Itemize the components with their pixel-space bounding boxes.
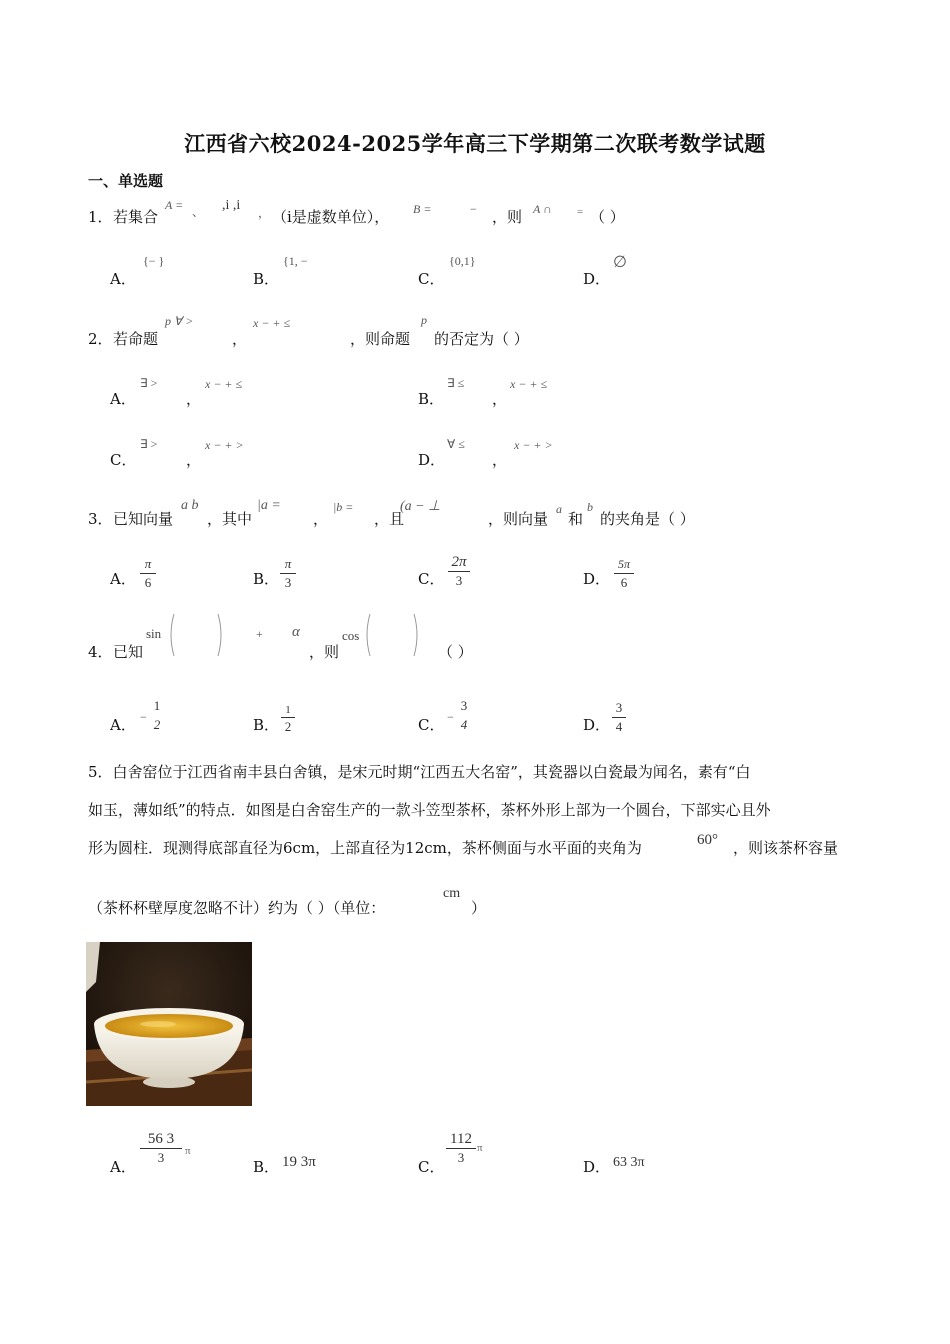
q3-option-a-den: 6 bbox=[144, 575, 152, 590]
q5-unit: cm bbox=[443, 886, 461, 901]
q3-va: a bbox=[556, 502, 562, 516]
q3-text-d: ，则向量 bbox=[488, 510, 549, 528]
q2-option-b-comma: ， bbox=[492, 390, 508, 408]
q5-line-3b: ，则该茶杯容量 bbox=[733, 839, 839, 857]
q3-option-b-num: π bbox=[284, 556, 292, 571]
q3-number: 3． bbox=[88, 510, 113, 528]
q5-line-1: 5．白舍窑位于江西省南丰县白舍镇，是宋元时期“江西五大名窑”，其瓷器以白瓷最为闻名，素有“白 bbox=[88, 763, 751, 781]
q1-option-a-math: {− } bbox=[143, 254, 165, 268]
q2-option-a-label: A． bbox=[110, 390, 136, 408]
q2-option-c-label: C． bbox=[110, 451, 137, 469]
q3-option-c-num: 2π bbox=[451, 554, 467, 570]
q5-option-c-label: C． bbox=[418, 1158, 445, 1176]
q2-p1: p ∀ > bbox=[165, 314, 194, 328]
q4-option-b-den: 2 bbox=[284, 719, 292, 734]
q1-option-c-label: C． bbox=[418, 270, 445, 288]
q1-option-c-math: {0,1} bbox=[449, 254, 476, 268]
q2-text-a: 若命题 bbox=[113, 330, 159, 348]
q2-option-a-comma: ， bbox=[186, 390, 202, 408]
q4-option-c-den: 4 bbox=[460, 717, 468, 732]
q1-expr: A ∩ bbox=[533, 202, 552, 216]
q2-p2: p bbox=[421, 313, 427, 327]
q5-option-a-num: 56 3 bbox=[147, 1131, 175, 1147]
q1-text-c: ，则 bbox=[492, 208, 523, 226]
q2-text-c: 的否定为（ ） bbox=[434, 330, 529, 348]
q4-option-d-num: 3 bbox=[615, 700, 623, 715]
q2-option-b-label: B． bbox=[418, 390, 445, 408]
q5-line-2: 如玉，薄如纸”的特点．如图是白舍窑生产的一款斗笠型茶杯，茶杯外形上部为一个圆台，下部实心且外 bbox=[88, 801, 771, 819]
q1-option-d-label: D． bbox=[583, 270, 611, 288]
q3-option-d-den: 6 bbox=[620, 575, 628, 590]
teacup-photo bbox=[86, 942, 252, 1106]
q3-sep: ， bbox=[313, 510, 329, 528]
q2-option-d-m1: ∀ ≤ bbox=[447, 437, 465, 451]
q5-option-c-den: 3 bbox=[457, 1150, 465, 1165]
q4-option-b-fraction bbox=[281, 704, 295, 735]
q1-expr2: = bbox=[577, 206, 584, 218]
q3-option-b-den: 3 bbox=[284, 575, 292, 590]
q2-expr: x − + ≤ bbox=[253, 316, 291, 330]
q3-perp: (a − ⊥ bbox=[400, 499, 441, 514]
q3-norm-b: |b = bbox=[333, 500, 354, 514]
q3-option-a-label: A． bbox=[110, 570, 136, 588]
q5-option-a-pi: π bbox=[185, 1145, 191, 1157]
q5-option-b-math: 19 3π bbox=[282, 1154, 316, 1170]
q2-option-c-m2: x − + > bbox=[205, 438, 244, 452]
q3-text-e: 和 bbox=[568, 510, 584, 528]
q5-option-d-label: D． bbox=[583, 1158, 611, 1176]
q1-option-d-math: ∅ bbox=[613, 254, 627, 271]
q5-option-c-num: 112 bbox=[450, 1131, 472, 1147]
q1-text-b: （i是虚数单位）， bbox=[272, 208, 390, 226]
q5-line-4b: ） bbox=[471, 899, 487, 917]
q3-vb: b bbox=[587, 500, 593, 514]
q4-option-c-num: 3 bbox=[460, 698, 468, 713]
q1-paren: （ ） bbox=[590, 208, 625, 226]
q4-number: 4． bbox=[88, 643, 113, 661]
q4-option-a-num: 1 bbox=[153, 698, 161, 713]
q3-text-a: 已知向量 bbox=[113, 510, 174, 528]
section-heading: 一、单选题 bbox=[88, 172, 164, 190]
q4-option-c-fraction bbox=[457, 698, 471, 733]
q4-cos: cos bbox=[342, 628, 360, 643]
q5-angle: 60° bbox=[697, 832, 718, 848]
q1-option-b-math: {1, − bbox=[283, 254, 308, 268]
q4-plus: + bbox=[256, 627, 263, 641]
q1-option-a-label: A． bbox=[110, 270, 136, 288]
q4-alpha: α bbox=[292, 624, 300, 640]
q1-set-b: B = bbox=[413, 202, 432, 216]
q3-norm-a: |a = bbox=[257, 498, 281, 513]
q4-paren: （ ） bbox=[438, 643, 473, 661]
q5-option-c-fraction bbox=[446, 1131, 476, 1166]
q4-option-a-fraction bbox=[150, 698, 164, 733]
q3-text-f: 的夹角是（ ） bbox=[600, 510, 695, 528]
q1-set-a2: 、 bbox=[192, 205, 205, 219]
q5-option-c-pi: π bbox=[477, 1142, 483, 1154]
q3-option-d-num: 5π bbox=[617, 557, 630, 571]
q4-option-b-label: B． bbox=[253, 716, 280, 734]
q1-set-b2: − bbox=[470, 202, 477, 216]
q2-option-b-m2: x − + ≤ bbox=[510, 377, 548, 391]
q3-text-c: ，且 bbox=[374, 510, 405, 528]
q3-option-d-label: D． bbox=[583, 570, 611, 588]
q1-option-b-label: B． bbox=[253, 270, 280, 288]
q4-option-d-den: 4 bbox=[615, 719, 623, 734]
q1-number: 1． bbox=[88, 208, 113, 226]
q3-option-c-den: 3 bbox=[455, 573, 463, 588]
q2-option-d-label: D． bbox=[418, 451, 446, 469]
q4-option-c-sign: − bbox=[447, 710, 454, 724]
q2-number: 2． bbox=[88, 330, 113, 348]
q3-ab: a b bbox=[181, 498, 199, 513]
q4-option-b-num: 1 bbox=[285, 704, 291, 716]
page-title: 江西省六校2024-2025学年高三下学期第二次联考数学试题 bbox=[184, 131, 766, 156]
q2-text-b: ，则命题 bbox=[350, 330, 411, 348]
q4-option-d-label: D． bbox=[583, 716, 611, 734]
q5-line-3a: 形为圆柱．现测得底部直径为6cm，上部直径为12cm，茶杯侧面与水平面的夹角为 bbox=[88, 839, 642, 857]
q3-option-d-fraction bbox=[614, 556, 634, 591]
q2-option-d-m2: x − + > bbox=[514, 438, 553, 452]
q3-option-c-fraction bbox=[448, 554, 470, 589]
q5-option-a-den: 3 bbox=[157, 1150, 165, 1165]
q3-option-b-fraction bbox=[280, 556, 296, 591]
q2-option-d-comma: ， bbox=[492, 451, 508, 469]
q1-set-a3: ,i ,i bbox=[222, 198, 241, 213]
q4-option-c-label: C． bbox=[418, 716, 445, 734]
q1-set-a: A = bbox=[165, 198, 184, 212]
q2-option-a-m1: ∃ > bbox=[140, 376, 158, 390]
q4-option-a-label: A． bbox=[110, 716, 136, 734]
q2-comma: ， bbox=[232, 330, 248, 348]
q4-text-b: ，则 bbox=[309, 643, 340, 661]
q4-sin: sin bbox=[146, 626, 162, 641]
q5-option-b-label: B． bbox=[253, 1158, 280, 1176]
q3-text-b: ，其中 bbox=[207, 510, 253, 528]
q4-cos-parens bbox=[362, 612, 422, 658]
q2-option-c-m1: ∃ > bbox=[140, 437, 158, 451]
q3-option-b-label: B． bbox=[253, 570, 280, 588]
q4-text-a: 已知 bbox=[113, 643, 144, 661]
q3-option-a-fraction bbox=[140, 556, 156, 591]
q4-option-d-fraction bbox=[612, 700, 626, 735]
q4-option-a-sign: − bbox=[140, 710, 147, 724]
q5-option-a-label: A． bbox=[110, 1158, 136, 1176]
q3-option-c-label: C． bbox=[418, 570, 445, 588]
q5-line-4: （茶杯杯壁厚度忽略不计）约为（ ）（单位： bbox=[88, 899, 386, 917]
q4-sin-parens bbox=[166, 612, 226, 658]
q2-option-b-m1: ∃ ≤ bbox=[447, 376, 465, 390]
q2-option-c-comma: ， bbox=[186, 451, 202, 469]
q4-option-a-den: 2 bbox=[153, 717, 161, 732]
q1-text-a: 若集合 bbox=[113, 208, 159, 226]
q3-option-a-num: π bbox=[144, 556, 152, 571]
q5-option-a-fraction bbox=[140, 1131, 182, 1166]
q1-set-a4: ， bbox=[258, 206, 271, 220]
q2-option-a-m2: x − + ≤ bbox=[205, 377, 243, 391]
q5-option-d-math: 63 3π bbox=[613, 1155, 645, 1170]
